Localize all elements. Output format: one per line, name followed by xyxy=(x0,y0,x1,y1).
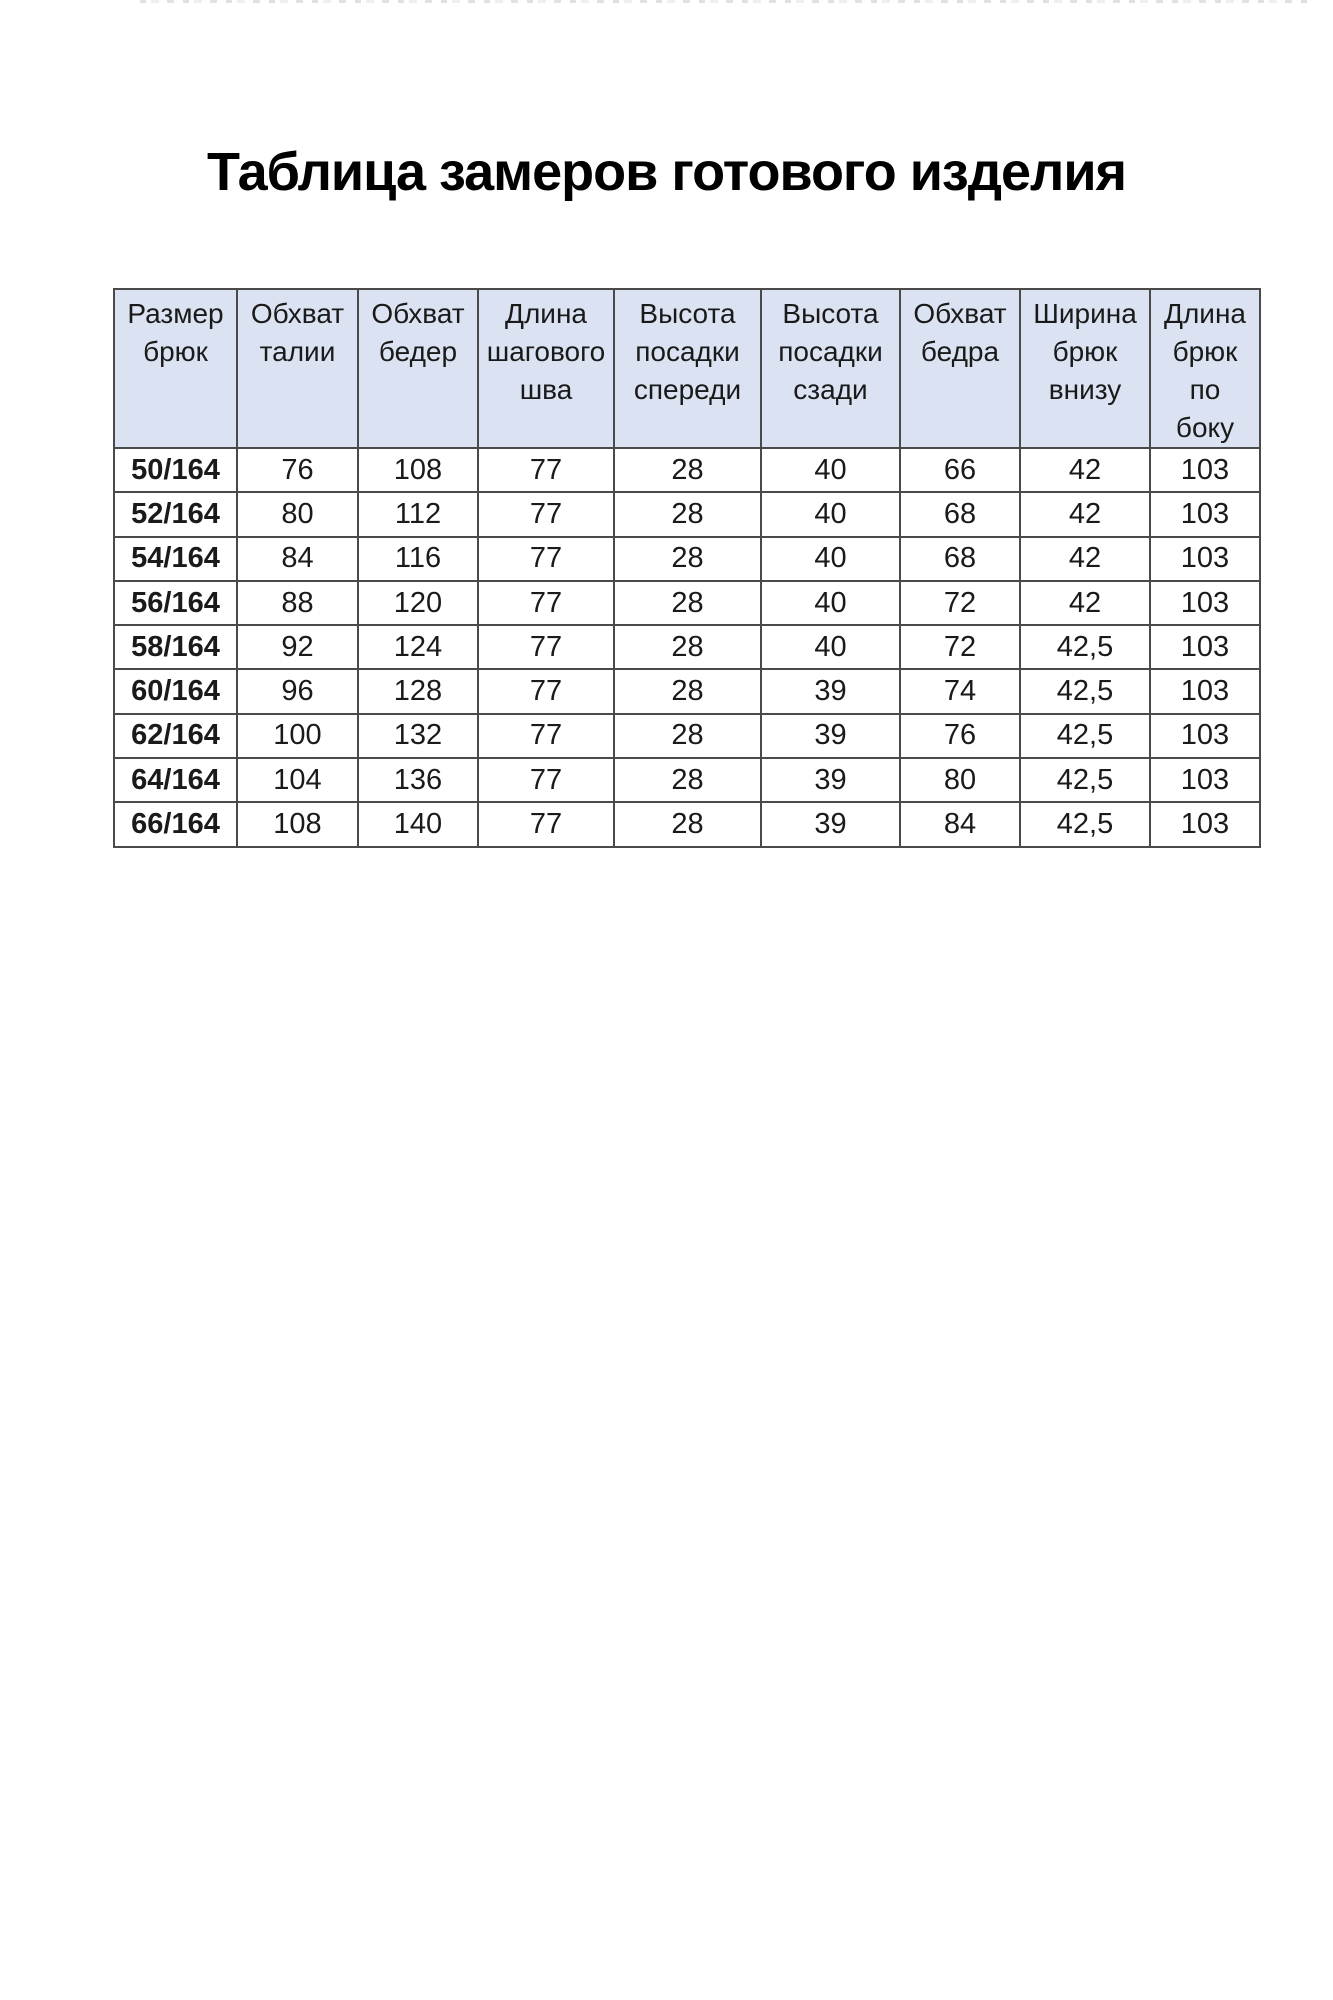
value-cell: 108 xyxy=(358,448,478,492)
value-cell: 103 xyxy=(1150,758,1260,802)
value-cell: 112 xyxy=(358,492,478,536)
value-cell: 88 xyxy=(237,581,358,625)
value-cell: 80 xyxy=(237,492,358,536)
value-cell: 42,5 xyxy=(1020,714,1150,758)
value-cell: 128 xyxy=(358,669,478,713)
value-cell: 140 xyxy=(358,802,478,846)
value-cell: 28 xyxy=(614,581,761,625)
size-cell: 66/164 xyxy=(114,802,237,846)
value-cell: 40 xyxy=(761,581,900,625)
top-edge-artifact xyxy=(140,0,1310,3)
value-cell: 77 xyxy=(478,669,614,713)
value-cell: 77 xyxy=(478,537,614,581)
value-cell: 42 xyxy=(1020,581,1150,625)
column-header-hips: Обхват бедер xyxy=(358,289,478,448)
column-header-waist: Обхват талии xyxy=(237,289,358,448)
value-cell: 77 xyxy=(478,802,614,846)
value-cell: 77 xyxy=(478,581,614,625)
size-cell: 52/164 xyxy=(114,492,237,536)
value-cell: 132 xyxy=(358,714,478,758)
value-cell: 103 xyxy=(1150,802,1260,846)
value-cell: 68 xyxy=(900,537,1020,581)
value-cell: 39 xyxy=(761,802,900,846)
column-header-front-rise: Высота посадки спереди xyxy=(614,289,761,448)
value-cell: 103 xyxy=(1150,581,1260,625)
value-cell: 77 xyxy=(478,625,614,669)
size-cell: 54/164 xyxy=(114,537,237,581)
value-cell: 103 xyxy=(1150,448,1260,492)
table-row xyxy=(114,448,1260,492)
value-cell: 28 xyxy=(614,625,761,669)
value-cell: 40 xyxy=(761,625,900,669)
table-row xyxy=(114,802,1260,846)
value-cell: 39 xyxy=(761,669,900,713)
value-cell: 42,5 xyxy=(1020,802,1150,846)
value-cell: 40 xyxy=(761,492,900,536)
table-row xyxy=(114,581,1260,625)
value-cell: 28 xyxy=(614,802,761,846)
value-cell: 28 xyxy=(614,669,761,713)
column-header-back-rise: Высота посадки сзади xyxy=(761,289,900,448)
measurements-table xyxy=(113,288,1261,848)
value-cell: 42 xyxy=(1020,492,1150,536)
value-cell: 77 xyxy=(478,492,614,536)
value-cell: 103 xyxy=(1150,625,1260,669)
value-cell: 72 xyxy=(900,581,1020,625)
value-cell: 100 xyxy=(237,714,358,758)
table-row xyxy=(114,758,1260,802)
value-cell: 28 xyxy=(614,537,761,581)
size-cell: 50/164 xyxy=(114,448,237,492)
value-cell: 42 xyxy=(1020,448,1150,492)
column-header-inseam: Длина шагового шва xyxy=(478,289,614,448)
value-cell: 120 xyxy=(358,581,478,625)
value-cell: 124 xyxy=(358,625,478,669)
value-cell: 103 xyxy=(1150,537,1260,581)
value-cell: 28 xyxy=(614,758,761,802)
value-cell: 76 xyxy=(237,448,358,492)
value-cell: 103 xyxy=(1150,492,1260,536)
value-cell: 96 xyxy=(237,669,358,713)
value-cell: 39 xyxy=(761,714,900,758)
size-cell: 62/164 xyxy=(114,714,237,758)
table-row xyxy=(114,492,1260,536)
column-header-side-length: Длина брюк по боку xyxy=(1150,289,1260,448)
value-cell: 42,5 xyxy=(1020,758,1150,802)
size-cell: 58/164 xyxy=(114,625,237,669)
value-cell: 92 xyxy=(237,625,358,669)
value-cell: 74 xyxy=(900,669,1020,713)
table-header xyxy=(114,289,1260,448)
value-cell: 66 xyxy=(900,448,1020,492)
value-cell: 84 xyxy=(900,802,1020,846)
size-cell: 64/164 xyxy=(114,758,237,802)
value-cell: 76 xyxy=(900,714,1020,758)
value-cell: 28 xyxy=(614,492,761,536)
value-cell: 42,5 xyxy=(1020,625,1150,669)
table-body xyxy=(114,448,1260,847)
column-header-bottom-width: Ширина брюк внизу xyxy=(1020,289,1150,448)
value-cell: 136 xyxy=(358,758,478,802)
table-row xyxy=(114,669,1260,713)
value-cell: 40 xyxy=(761,537,900,581)
value-cell: 84 xyxy=(237,537,358,581)
column-header-size: Размер брюк xyxy=(114,289,237,448)
value-cell: 42,5 xyxy=(1020,669,1150,713)
table-row xyxy=(114,537,1260,581)
table-row xyxy=(114,714,1260,758)
size-cell: 60/164 xyxy=(114,669,237,713)
value-cell: 104 xyxy=(237,758,358,802)
value-cell: 116 xyxy=(358,537,478,581)
value-cell: 28 xyxy=(614,448,761,492)
size-cell: 56/164 xyxy=(114,581,237,625)
value-cell: 77 xyxy=(478,448,614,492)
value-cell: 77 xyxy=(478,714,614,758)
value-cell: 77 xyxy=(478,758,614,802)
value-cell: 103 xyxy=(1150,714,1260,758)
value-cell: 80 xyxy=(900,758,1020,802)
value-cell: 39 xyxy=(761,758,900,802)
value-cell: 103 xyxy=(1150,669,1260,713)
table-row xyxy=(114,625,1260,669)
value-cell: 28 xyxy=(614,714,761,758)
value-cell: 40 xyxy=(761,448,900,492)
value-cell: 68 xyxy=(900,492,1020,536)
value-cell: 72 xyxy=(900,625,1020,669)
table-header-row xyxy=(114,289,1260,448)
page-title: Таблица замеров готового изделия xyxy=(206,142,1127,202)
column-header-thigh: Обхват бедра xyxy=(900,289,1020,448)
value-cell: 42 xyxy=(1020,537,1150,581)
value-cell: 108 xyxy=(237,802,358,846)
